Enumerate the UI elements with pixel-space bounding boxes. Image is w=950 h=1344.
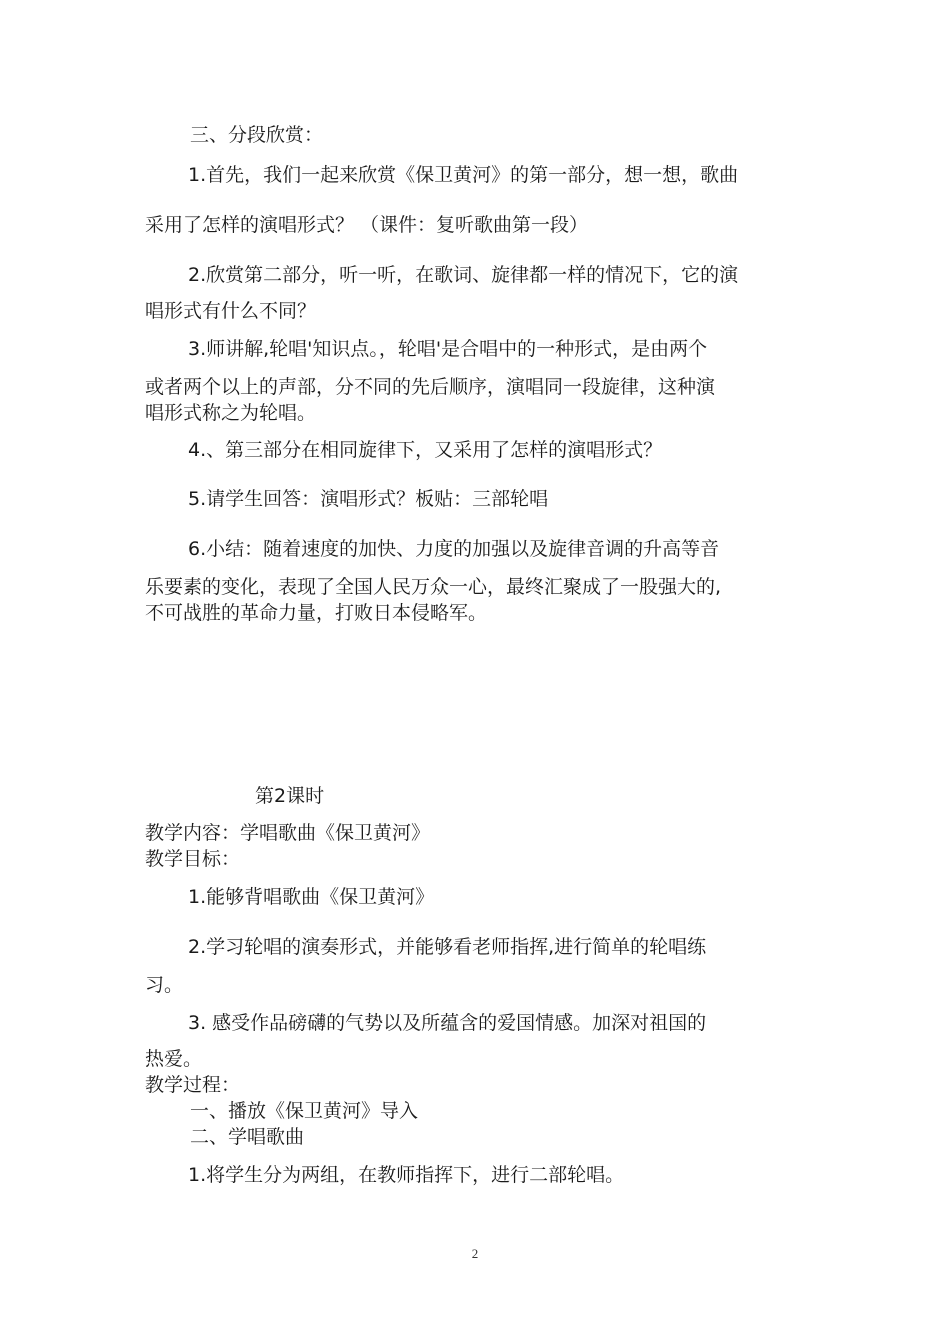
paragraph-line: 4.、第三部分在相同旋律下，又采用了怎样的演唱形式？ (188, 439, 663, 461)
paragraph-line: 3.师讲解,轮唱'知识点。，轮唱'是合唱中的一种形式，是由两个 (188, 338, 708, 360)
paragraph-line: 唱形式称之为轮唱。 (145, 402, 317, 424)
paragraph-line: 或者两个以上的声部，分不同的先后顺序，演唱同一段旋律，这种演 (145, 376, 716, 398)
paragraph-line: 习。 (145, 974, 184, 996)
paragraph-line: 乐要素的变化，表现了全国人民万众一心，最终汇聚成了一股强大的, (145, 576, 722, 598)
lesson-title: 第2课时 (255, 785, 325, 807)
paragraph-line: 教学目标： (145, 848, 241, 870)
page-number: 2 (471, 1246, 479, 1261)
paragraph-line: 不可战胜的革命力量，打败日本侵略军。 (145, 602, 488, 624)
paragraph-line: 6.小结：随着速度的加快、力度的加强以及旋律音调的升高等音 (188, 538, 720, 560)
paragraph-line: 1.将学生分为两组，在教师指挥下，进行二部轮唱。 (188, 1164, 625, 1186)
section-heading: 三、分段欣赏： (190, 124, 324, 146)
paragraph-line: 1.首先，我们一起来欣赏《保卫黄河》的第一部分，想一想，歌曲 (188, 164, 739, 186)
paragraph-line: 采用了怎样的演唱形式？ （课件：复听歌曲第一段） (145, 214, 589, 236)
paragraph-line: 教学过程： (145, 1074, 241, 1096)
paragraph-line: 2.欣赏第二部分，听一听，在歌词、旋律都一样的情况下，它的演 (188, 264, 739, 286)
paragraph-line: 3. 感受作品磅礴的气势以及所蕴含的爱国情感。加深对祖国的 (188, 1012, 707, 1034)
paragraph-line: 1.能够背唱歌曲《保卫黄河》 (188, 886, 435, 908)
paragraph-line: 5.请学生回答：演唱形式？板贴：三部轮唱 (188, 488, 549, 510)
paragraph-line: 一、播放《保卫黄河》导入 (190, 1100, 419, 1122)
paragraph-line: 2.学习轮唱的演奏形式，并能够看老师指挥,进行简单的轮唱练 (188, 936, 707, 958)
paragraph-line: 教学内容：学唱歌曲《保卫黄河》 (145, 822, 431, 844)
paragraph-line: 二、学唱歌曲 (190, 1126, 305, 1148)
paragraph-line: 唱形式有什么不同？ (145, 300, 317, 322)
paragraph-line: 热爱。 (145, 1048, 203, 1070)
